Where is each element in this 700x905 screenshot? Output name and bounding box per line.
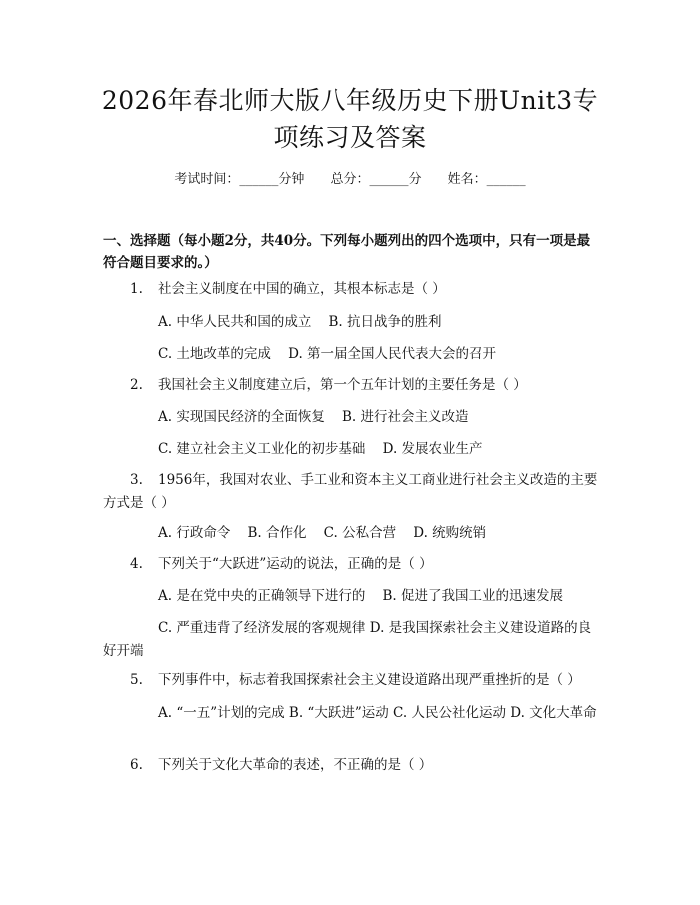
question-stem: 我国社会主义制度建立后，第一个五年计划的主要任务是（ ） [158,377,527,393]
question-number: 3. [130,472,143,488]
question-1-options-line-1: A. 中华人民共和国的成立 B. 抗日战争的胜利 [158,314,442,330]
question-4-options-line-1: A. 是在党中央的正确领导下进行的 B. 促进了我国工业的迅速发展 [158,588,563,604]
question-2-options-line-1: A. 实现国民经济的全面恢复 B. 进行社会主义改造 [158,409,469,425]
exam-score-field: 总分：______分 [330,172,422,187]
question-1-options-line-2: C. 土地改革的完成 D. 第一届全国人民代表大会的召开 [158,346,497,362]
exam-time-field: 考试时间：______分钟 [174,172,305,187]
question-2-options-line-2: C. 建立社会主义工业化的初步基础 D. 发展农业生产 [158,441,483,457]
document-title: 2026年春北师大版八年级历史下册Unit3专项练习及答案 [101,86,599,152]
question-5 [103,669,603,692]
question-2 [103,374,603,397]
question-1 [103,278,603,301]
question-stem: 下列关于文化大革命的表述，不正确的是（ ） [158,757,433,773]
question-6 [103,754,603,777]
question-stem: 社会主义制度在中国的确立，其根本标志是（ ） [158,281,446,297]
question-stem: 1956年，我国对农业、手工业和资本主义工商业进行社会主义改造的主要方式是（ ） [103,472,598,511]
question-3 [103,469,603,515]
question-stem: 下列关于“大跃进”运动的说法，正确的是（ ） [158,556,433,572]
exam-meta-line [0,168,700,187]
question-number: 2. [130,377,143,393]
question-4-options-line-2: C. 严重违背了经济发展的客观规律 D. 是我国探索社会主义建设道路的良好开端 [103,620,592,659]
question-number: 4. [130,556,143,572]
question-5-options-line-1: A. “一五”计划的完成 B. “大跃进”运动 C. 人民公社化运动 D. 文化大革命 [158,705,597,721]
question-number: 5. [130,672,143,688]
question-number: 1. [130,281,143,297]
question-number: 6. [130,757,143,773]
section-heading: 一、选择题（每小题2分，共40分。下列每小题列出的四个选项中，只有一项是最符合题目要求的。） [103,233,591,271]
student-name-field: 姓名：______ [447,172,526,187]
question-stem: 下列事件中，标志着我国探索社会主义建设道路出现严重挫折的是（ ） [158,672,581,688]
question-3-options-line-1: A. 行政命令 B. 合作化 C. 公私合营 D. 统购统销 [158,525,487,541]
question-4 [103,553,603,576]
